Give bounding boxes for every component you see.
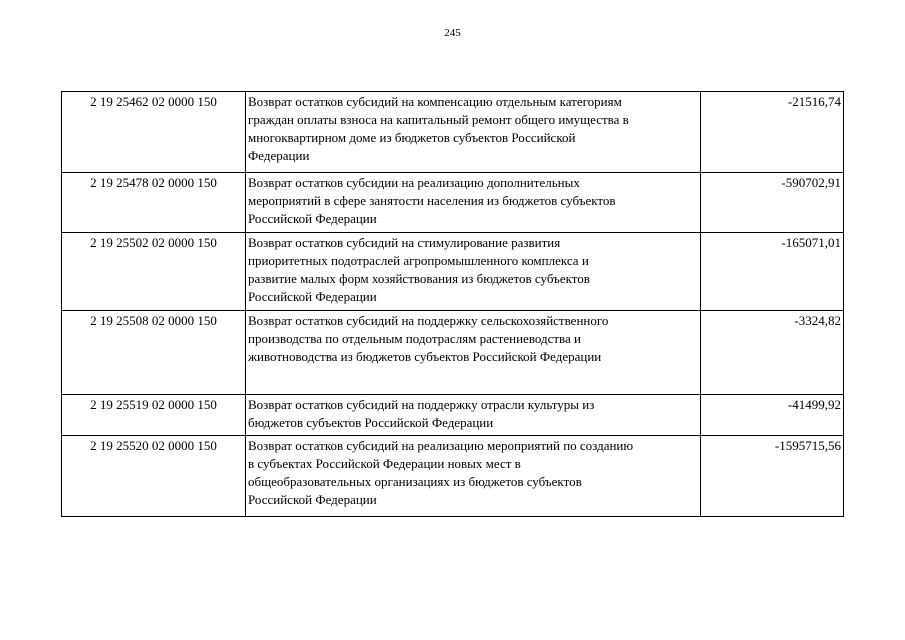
description-line: Возврат остатков субсидий на поддержку сельскохозяйственного bbox=[248, 313, 609, 328]
description-line: многоквартирном доме из бюджетов субъектов Российской bbox=[248, 130, 576, 145]
amount-value: -21516,74 bbox=[701, 92, 844, 173]
table-row bbox=[62, 173, 844, 233]
amount-value: -590702,91 bbox=[701, 173, 844, 233]
classification-code: 2 19 25520 02 0000 150 bbox=[62, 436, 246, 517]
description-line: приоритетных подотраслей агропромышленного комплекса и bbox=[248, 253, 589, 268]
description-line: Российской Федерации bbox=[248, 289, 377, 304]
amount-value: -3324,82 bbox=[701, 311, 844, 395]
income-description bbox=[246, 233, 701, 311]
table-row bbox=[62, 311, 844, 395]
classification-code: 2 19 25508 02 0000 150 bbox=[62, 311, 246, 395]
description-line: Российской Федерации bbox=[248, 492, 377, 507]
classification-code: 2 19 25478 02 0000 150 bbox=[62, 173, 246, 233]
table-row bbox=[62, 395, 844, 436]
description-line: животноводства из бюджетов субъектов Российской Федерации bbox=[248, 349, 602, 364]
description-line: мероприятий в сфере занятости населения из бюджетов субъектов bbox=[248, 193, 616, 208]
classification-code: 2 19 25519 02 0000 150 bbox=[62, 395, 246, 436]
description-line: Возврат остатков субсидии на реализацию дополнительных bbox=[248, 175, 580, 190]
description-line: общеобразовательных организациях из бюджетов субъектов bbox=[248, 474, 582, 489]
income-description bbox=[246, 395, 701, 436]
amount-value: -165071,01 bbox=[701, 233, 844, 311]
description-line: развитие малых форм хозяйствования из бюджетов субъектов bbox=[248, 271, 590, 286]
table-row bbox=[62, 92, 844, 173]
classification-code: 2 19 25502 02 0000 150 bbox=[62, 233, 246, 311]
page-number: 245 bbox=[444, 27, 461, 39]
table-row bbox=[62, 233, 844, 311]
description-line: в субъектах Российской Федерации новых мест в bbox=[248, 456, 521, 471]
description-line: Возврат остатков субсидий на поддержку отрасли культуры из bbox=[248, 397, 595, 412]
description-line: бюджетов субъектов Российской Федерации bbox=[248, 415, 494, 430]
amount-value: -1595715,56 bbox=[701, 436, 844, 517]
classification-code: 2 19 25462 02 0000 150 bbox=[62, 92, 246, 173]
description-line: Федерации bbox=[248, 148, 310, 163]
budget-table bbox=[61, 91, 844, 517]
description-line: граждан оплаты взноса на капитальный ремонт общего имущества в bbox=[248, 112, 629, 127]
amount-value: -41499,92 bbox=[701, 395, 844, 436]
income-description bbox=[246, 173, 701, 233]
income-description bbox=[246, 311, 701, 395]
description-line: Возврат остатков субсидий на стимулирование развития bbox=[248, 235, 561, 250]
income-description bbox=[246, 92, 701, 173]
table-row bbox=[62, 436, 844, 517]
description-line: Возврат остатков субсидий на реализацию мероприятий по созданию bbox=[248, 438, 634, 453]
description-line: Российской Федерации bbox=[248, 211, 377, 226]
income-description bbox=[246, 436, 701, 517]
description-line: производства по отдельным подотраслям растениеводства и bbox=[248, 331, 581, 346]
description-line: Возврат остатков субсидий на компенсацию отдельным категориям bbox=[248, 94, 622, 109]
